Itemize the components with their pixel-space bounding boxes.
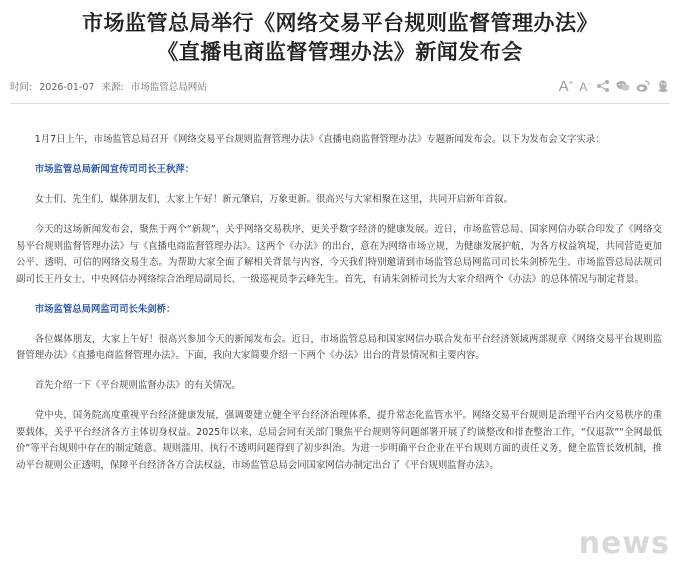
font-decrease-button[interactable]: A- xyxy=(579,78,590,94)
article-meta-bar xyxy=(10,73,670,99)
wechat-icon[interactable] xyxy=(616,79,630,93)
article-title-line-1: 市场监管总局举行《网络交易平台规则监督管理办法》 xyxy=(82,11,598,35)
news-watermark: news xyxy=(578,526,670,561)
article-paragraph-greeting: 女士们、先生们，媒体朋友们，大家上午好！新元肇启，万象更新。很高兴与大家相聚在这里，共同开启新年首叙。 xyxy=(34,194,513,205)
article-paragraph-rules-intro: 首先介绍一下《平台规则监督办法》的有关情况。 xyxy=(34,380,242,391)
article-paragraph-overview: 今天的这场新闻发布会，聚焦于两个“新规”，关乎网络交易秩序，更关乎数字经济的健康发展。近日，市场监管总局、国家网信办联合印发了《网络交易平台规则监督管理办法》与《直播电商监督管理办法》。这两个《办法》的出台，意在为网络市场立规，为健康发展护航，为各方权益筑堤，共同营造更加公平、透明、可信的网络交易生态。为帮助大家全面了解相关背景与内容，今天我们特别邀请到市场监管总局网监司司长朱剑桥先生、市场监管总局法规司副司长王丹女士、中央网信办网络综合治理局副局长、一级巡视员李云峰先生。首先，有请朱剑桥司长为大家介绍两个《办法》的总体情况与制定背景。 xyxy=(16,224,662,285)
time-label: 时间: xyxy=(10,82,33,93)
article-body xyxy=(16,132,662,488)
source-name: 市场监管总局网站 xyxy=(130,82,207,93)
article-meta xyxy=(10,79,211,93)
article-intro-paragraph: 1月7日上午，市场监管总局召开《网络交易平台规则监督管理办法》《直播电商监督管理办法》专题新闻发布会。以下为发布会文字实录： xyxy=(34,134,605,145)
article-paragraph-rules-background: 党中央、国务院高度重视平台经济健康发展，强调要建立健全平台经济治理体系，提升常态化监管水平。网络交易平台规则是治理平台内交易秩序的重要载体，关乎平台经济各方主体切身权益。2025年以来，总局会同有关部门聚焦平台规则等问题部署开展了约谈整改和排查整治工作，“仅退款”“全网最低价”等平台规则中存在的制定随意、规则滥用、执行不透明问题得到了初步纠治。为进一步明确平台企业在平台规则方面的责任义务，健全监管长效机制，推动平台规则公正透明，保障平台经济各方合法权益，市场监管总局会同国家网信办制定出台了《平台规则监督办法》。 xyxy=(16,410,662,471)
share-dots-icon[interactable] xyxy=(596,79,610,93)
speaker-heading-wang-qiuping: 市场监管总局新闻宣传司司长王秋萍： xyxy=(34,164,195,175)
speaker-heading-zhu-jianqiao: 市场监管总局网监司司长朱剑桥： xyxy=(34,303,176,315)
article-title xyxy=(0,0,680,67)
header-divider xyxy=(10,103,670,104)
qq-icon[interactable] xyxy=(656,79,670,93)
article-toolbar xyxy=(559,79,670,94)
article-paragraph-zhu-opening: 各位媒体朋友，大家上午好！很高兴参加今天的新闻发布会。近日，市场监管总局和国家网信办联合发布平台经济领域两部规章《网络交易平台规则监督管理办法》《直播电商监督管理办法》。下面，我向大家简要介绍一下两个《办法》出台的背景情况和主要内容。 xyxy=(16,333,662,361)
weibo-icon[interactable] xyxy=(636,79,650,93)
source-label: 来源: xyxy=(101,82,124,93)
article-title-line-2: 《直播电商监督管理办法》新闻发布会 xyxy=(157,40,523,64)
publish-date: 2026-01-07 xyxy=(39,82,95,93)
font-increase-button[interactable]: A+ xyxy=(558,77,574,95)
